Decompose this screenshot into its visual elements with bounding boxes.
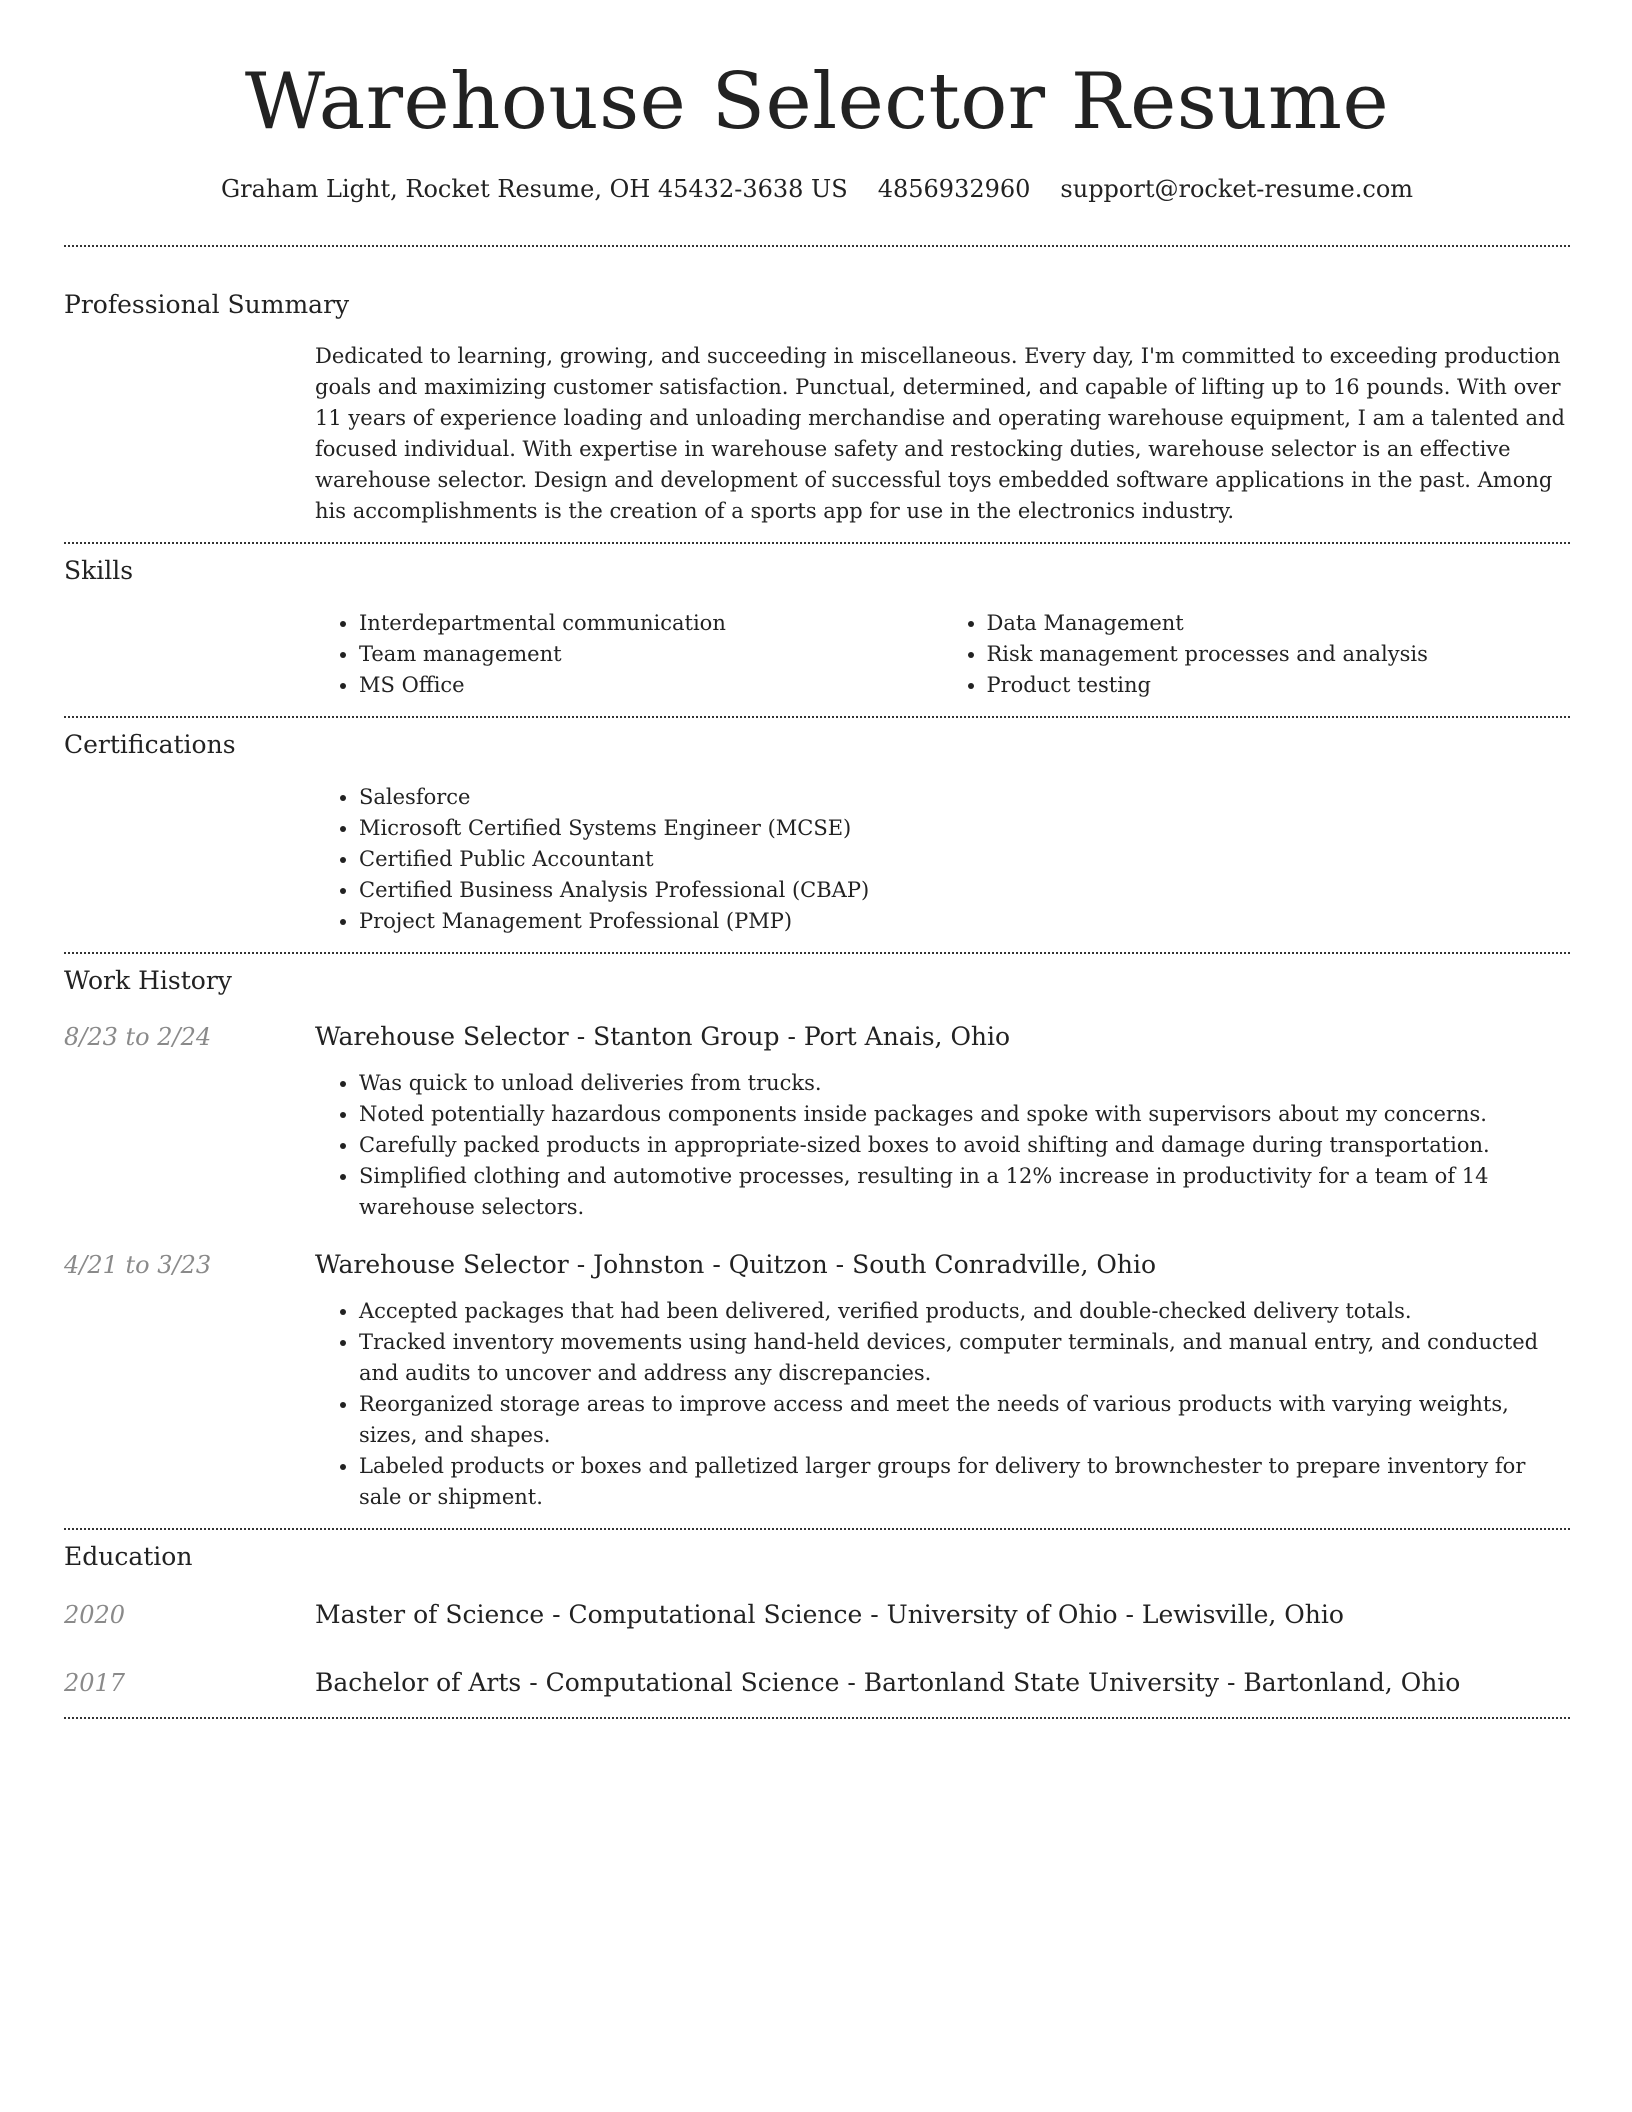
work-section [64, 954, 1570, 1513]
summary-heading: Professional Summary [64, 290, 350, 319]
education-field: Computational Science [568, 1600, 863, 1629]
skill-item: • Interdepartmental communication [359, 608, 943, 639]
education-entry [64, 1597, 1570, 1633]
job-dates: 4/21 to 3/23 [64, 1251, 212, 1279]
job-bullets [315, 1068, 1570, 1223]
job-company: Stanton Group [593, 1022, 780, 1051]
skill-item: • Team management [359, 639, 943, 670]
job-entry [64, 1019, 1570, 1223]
education-year: 2017 [64, 1669, 126, 1697]
skill-item: • Data Management [987, 608, 1571, 639]
education-degree: Bachelor of Arts [315, 1668, 522, 1697]
education-field: Computational Science [545, 1668, 840, 1697]
contact-address: Graham Light, Rocket Resume, OH 45432-3638 US [220, 175, 848, 203]
job-bullet: • Was quick to unload deliveries from trucks. [359, 1068, 1570, 1099]
job-heading: Warehouse Selector - Stanton Group - Port Anais, Ohio [315, 1022, 1011, 1051]
certifications-heading: Certifications [64, 730, 236, 759]
certification-item: • Salesforce [359, 782, 1570, 813]
job-location: South Conradville, Ohio [852, 1250, 1157, 1279]
education-heading-line: Bachelor of Arts - Computational Science - Bartonland State University - Bartonland, Ohio [315, 1668, 1461, 1697]
job-bullet: • Noted potentially hazardous components inside packages and spoke with supervisors about my concerns. [359, 1099, 1570, 1130]
skills-list-left [315, 608, 943, 701]
skill-item: • Product testing [987, 670, 1571, 701]
divider [64, 1717, 1570, 1719]
contact-phone: 4856932960 [877, 175, 1031, 203]
certifications-list [315, 782, 1570, 937]
job-bullet: • Reorganized storage areas to improve access and meet the needs of various products with varying weights, sizes, and shapes. [359, 1389, 1570, 1451]
job-dates: 8/23 to 2/24 [64, 1023, 212, 1051]
education-degree: Master of Science [315, 1600, 545, 1629]
job-title: Warehouse Selector [315, 1022, 569, 1051]
certification-item: • Project Management Professional (PMP) [359, 906, 1570, 937]
skills-list-right [943, 608, 1571, 701]
skills-section [64, 544, 1570, 701]
summary-text: Dedicated to learning, growing, and succeeding in miscellaneous. Every day, I'm committed to exceeding production goals and maximizing customer satisfaction. Punctual, determined, and capable of lifting up to 16 pounds. With over 11 years of experience loading and unloading merchandise and operating warehouse equipment, I am a talented and focused individual. With expertise in warehouse safety and restocking duties, warehouse selector is an effective warehouse selector. Design and development of successful toys embedded software applications in the past. Among his accomplishments is the creation of a sports app for use in the electronics industry. [315, 344, 1565, 523]
education-school: Bartonland State University [863, 1668, 1220, 1697]
education-entry [64, 1665, 1570, 1701]
skill-item: • MS Office [359, 670, 943, 701]
work-heading: Work History [64, 966, 232, 995]
education-section [64, 1530, 1570, 1701]
education-location: Bartonland, Ohio [1243, 1668, 1461, 1697]
job-heading: Warehouse Selector - Johnston - Quitzon - South Conradville, Ohio [315, 1250, 1157, 1279]
job-location: Port Anais, Ohio [803, 1022, 1011, 1051]
job-title: Warehouse Selector [315, 1250, 569, 1279]
certification-item: • Microsoft Certified Systems Engineer (MCSE) [359, 813, 1570, 844]
education-school: University of Ohio [886, 1600, 1118, 1629]
resume-page [64, 0, 1570, 1719]
job-company: Johnston - Quitzon [593, 1250, 828, 1279]
education-location: Lewisville, Ohio [1141, 1600, 1344, 1629]
resume-title: Warehouse Selector Resume [244, 57, 1390, 147]
job-bullets [315, 1296, 1570, 1513]
certifications-section [64, 718, 1570, 937]
skills-heading: Skills [64, 556, 134, 585]
job-entry [64, 1247, 1570, 1513]
job-bullet: • Labeled products or boxes and palletized larger groups for delivery to brownchester to prepare inventory for sale or shipment. [359, 1451, 1570, 1513]
contact-line [64, 172, 1570, 206]
certification-item: • Certified Public Accountant [359, 844, 1570, 875]
job-bullet: • Accepted packages that had been delivered, verified products, and double-checked delivery totals. [359, 1296, 1570, 1327]
education-heading: Education [64, 1542, 193, 1571]
job-bullet: • Carefully packed products in appropriate-sized boxes to avoid shifting and damage during transportation. [359, 1130, 1570, 1161]
job-bullet: • Tracked inventory movements using hand-held devices, computer terminals, and manual entry, and conducted and audits to uncover and address any discrepancies. [359, 1327, 1570, 1389]
job-header [64, 1247, 1570, 1283]
education-year: 2020 [64, 1601, 126, 1629]
contact-email: support@rocket-resume.com [1060, 175, 1414, 203]
skill-item: • Risk management processes and analysis [987, 639, 1571, 670]
job-bullet: • Simplified clothing and automotive processes, resulting in a 12% increase in productivity for a team of 14 warehouse selectors. [359, 1161, 1570, 1223]
summary-section [64, 247, 1570, 527]
education-heading-line: Master of Science - Computational Science - University of Ohio - Lewisville, Ohio [315, 1600, 1344, 1629]
job-header [64, 1019, 1570, 1055]
certification-item: • Certified Business Analysis Professional (CBAP) [359, 875, 1570, 906]
